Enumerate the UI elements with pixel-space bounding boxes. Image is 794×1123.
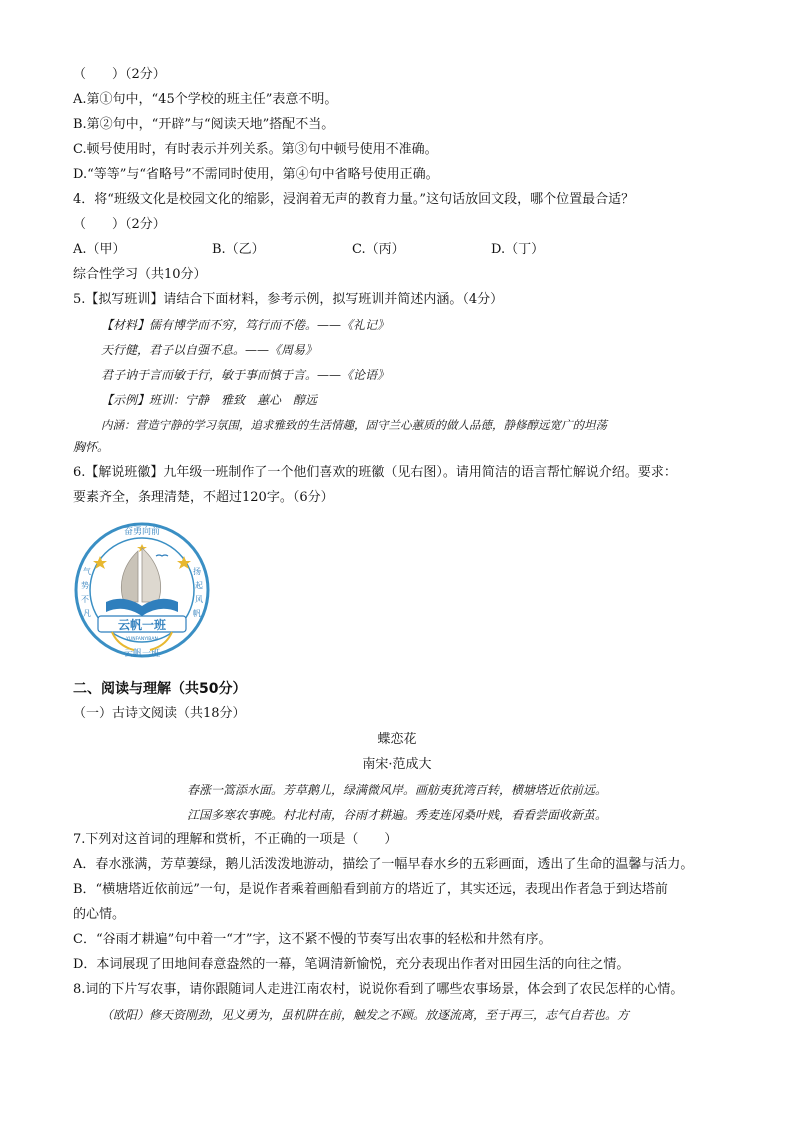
q7-choice-c: C．“谷雨才耕遍”句中着一“才”字，这不紧不慢的节奏写出农事的轻松和井然有序。 <box>73 932 552 947</box>
poem-title: 蝶恋花 <box>377 732 417 747</box>
badge-right-char-2: 起 <box>195 581 203 590</box>
q7-choice-a: A．春水涨满，芳草萋绿，鹅儿活泼泼地游动，描绘了一幅早春水乡的五彩画面，透出了生命的温馨与活力。 <box>73 857 694 872</box>
example-motto: 【示例】班训：宁静 雅致 蕙心 醇远 <box>101 393 318 407</box>
option-b: B.（乙） <box>212 242 265 257</box>
material-1: 【材料】儒有博学而不穷，笃行而不倦。——《礼记》 <box>101 318 390 332</box>
badge-left-char-4: 凡 <box>83 609 91 618</box>
question-8: 8.词的下片写农事，请你跟随词人走进江南农村，说说你看到了哪些农事场景，体会到了农民怎样的心情。 <box>73 982 684 997</box>
badge-left-char-3: 不 <box>81 595 89 604</box>
option-bracket: （ ）（2分） <box>73 67 166 82</box>
choice-d: D.“等等”与“省略号”不需同时使用，第④句中省略号使用正确。 <box>73 167 439 182</box>
badge-bottom-text: 云帆一班 <box>123 649 161 659</box>
choice-b: B.第②句中，“开辟”与“阅读天地”搭配不当。 <box>73 117 335 132</box>
poem-line-1: 春涨一篙添水面。芳草鹅儿，绿满微风岸。画舫夷犹湾百转，横塘塔近依前远。 <box>186 783 607 797</box>
passage-line-1: （欧阳）修天资刚劲，见义勇为，虽机阱在前，触发之不顾。放逐流离，至于再三，志气自若也。方 <box>101 1008 630 1022</box>
q7-choice-b-cont: 的心情。 <box>73 907 126 922</box>
poem-line-2: 江国多寒农事晚。村北村南，谷雨才耕遍。秀麦连冈桑叶贱，看看尝面收新茧。 <box>186 808 607 822</box>
badge-banner: 云帆一班 <box>117 618 167 632</box>
badge-left-char-2: 势 <box>81 581 89 590</box>
option-a: A.（甲） <box>73 242 126 257</box>
question-7: 7.下列对这首词的理解和赏析，不正确的一项是（ ） <box>73 832 398 847</box>
material-2: 天行健，君子以自强不息。——《周易》 <box>101 343 318 357</box>
material-3: 君子讷于言而敏于行，敏于事而慎于言。——《论语》 <box>101 368 390 382</box>
q7-choice-b: B．“横塘塔近依前远”一句，是说作者乘着画船看到前方的塔近了，其实还远，表现出作者急于到达塔前 <box>73 882 668 897</box>
badge-right-char-4: 帆 <box>193 609 201 618</box>
part-2-heading: 二、阅读与理解（共50分） <box>73 681 247 697</box>
question-4: 4．将“班级文化是校园文化的缩影，浸润着无声的教育力量。”这句话放回文段，哪个位置最合适？ <box>73 192 635 207</box>
poem-author: 南宋·范成大 <box>362 757 432 772</box>
example-meaning: 内涵：营造宁静的学习氛围，追求雅致的生活情趣，固守兰心蕙质的做人品德，静修醇远宽广的坦荡 <box>101 418 607 432</box>
choice-a: A.第①句中，“45个学校的班主任”表意不明。 <box>73 92 338 107</box>
question-5: 5.【拟写班训】请结合下面材料，参考示例，拟写班训并简述内涵。（4分） <box>73 292 504 307</box>
option-d: D.（丁） <box>491 242 545 257</box>
badge-top-text: 奋勇向前 <box>123 527 161 537</box>
section-heading: 综合性学习（共10分） <box>73 267 207 282</box>
choice-c: C.顿号使用时，有时表示并列关系。第③句中顿号使用不准确。 <box>73 142 438 157</box>
badge-left-char-1: 气 <box>83 567 91 576</box>
option-c: C.（丙） <box>352 242 405 257</box>
badge-right-char-3: 风 <box>195 595 203 604</box>
question-6-cont: 要素齐全，条理清楚，不超过120字。（6分） <box>73 490 334 505</box>
subsection-heading: （一）古诗文阅读（共18分） <box>73 706 246 721</box>
q7-choice-d: D．本词展现了田地间春意盎然的一幕，笔调清新愉悦，充分表现出作者对田园生活的向往之情。 <box>73 957 630 972</box>
question-4-bracket: （ ）（2分） <box>73 217 166 232</box>
badge-pinyin: YUNFANYIBAN <box>126 637 158 642</box>
class-badge-image <box>72 516 212 666</box>
example-meaning-cont: 胸怀。 <box>73 440 110 454</box>
question-6: 6.【解说班徽】九年级一班制作了一个他们喜欢的班徽（见右图）。请用简洁的语言帮忙解说介绍。要求： <box>73 465 677 480</box>
badge-right-char-1: 扬 <box>193 567 201 576</box>
